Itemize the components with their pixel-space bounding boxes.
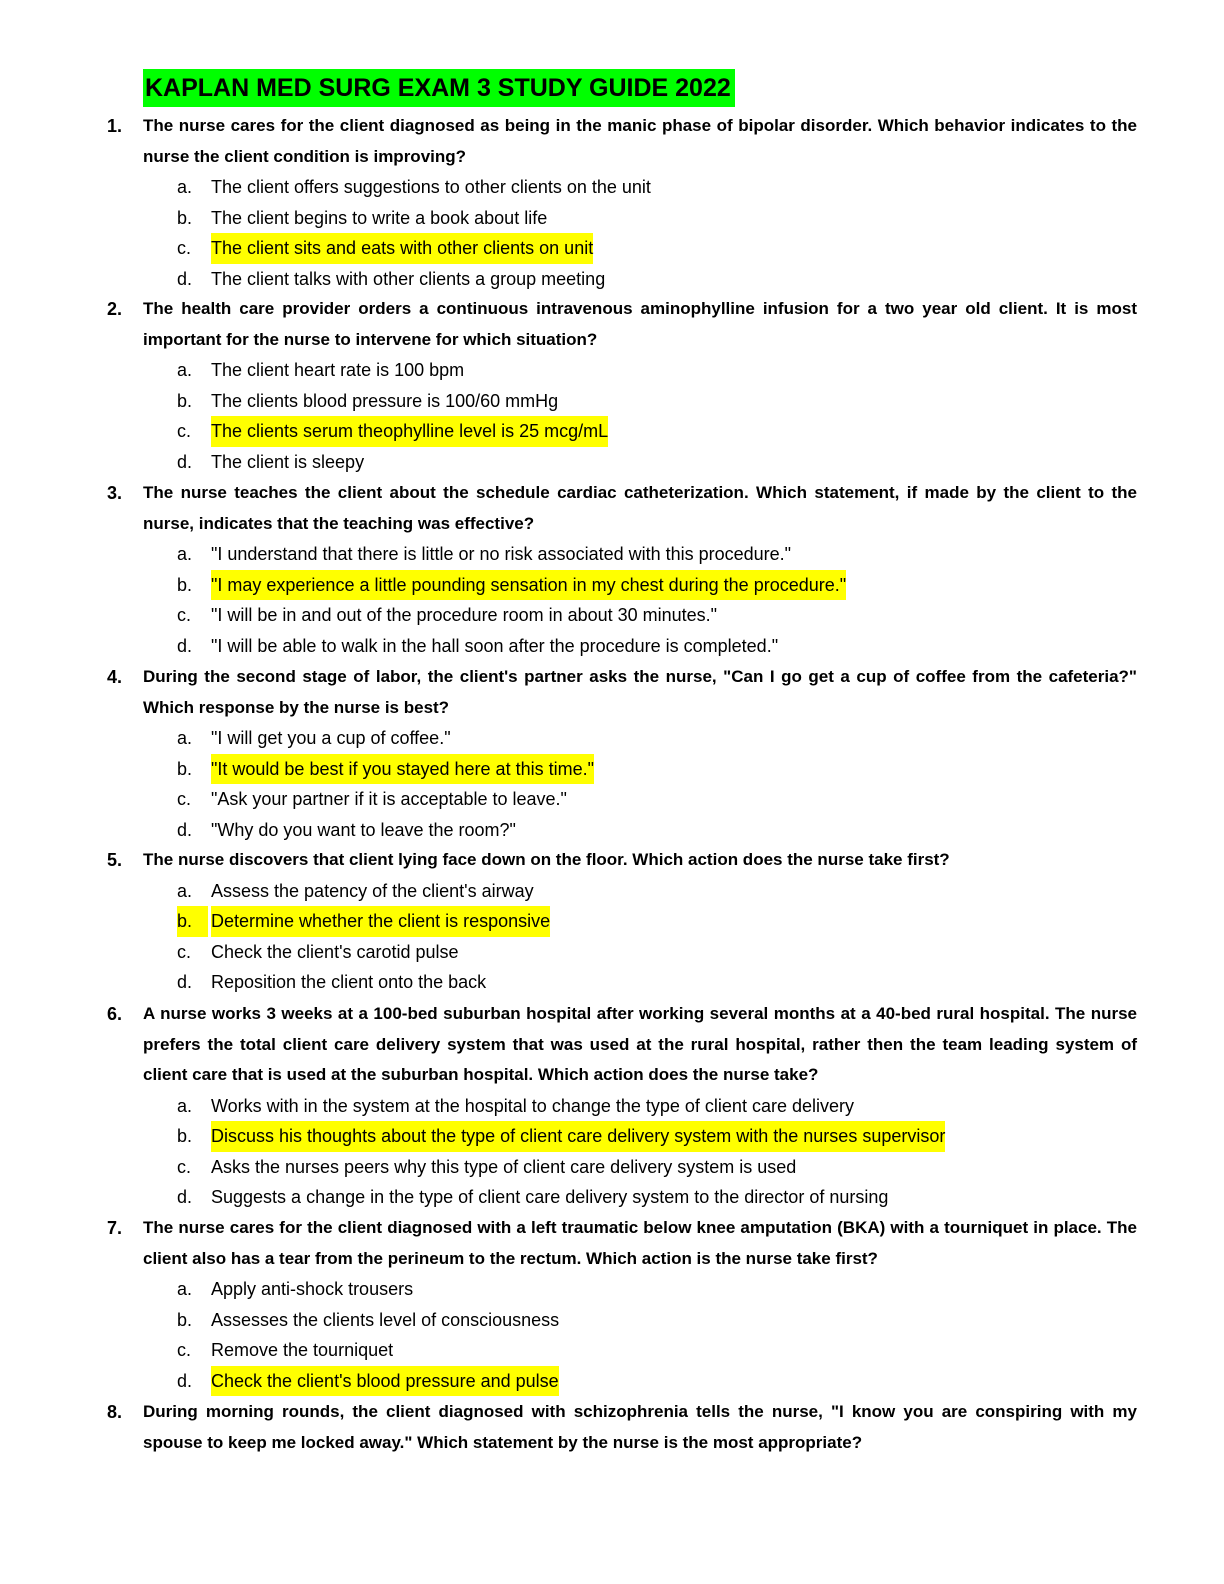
option-text: The client is sleepy: [211, 451, 365, 472]
option-text: "Why do you want to leave the room?": [211, 819, 516, 840]
question-1: [107, 111, 1137, 294]
option-text: "I will be able to walk in the hall soon after the procedure is completed.": [211, 635, 779, 656]
option-d: [107, 631, 1137, 662]
option-letter: c.: [177, 1156, 192, 1177]
option-text-highlighted: The client sits and eats with other clients on unit: [211, 233, 593, 264]
option-b: [107, 386, 1137, 417]
question-text: A nurse works 3 weeks at a 100-bed suburban hospital after working several months at a 40-bed rural hospital. The nurse prefers the total client care delivery system that was used at the rural hospital, rather then the team leading system of client care that is used at the suburban hospital. Which action does the nurse take?: [143, 1004, 1137, 1084]
option-a: [107, 1091, 1137, 1122]
question-text: The nurse teaches the client about the schedule cardiac catheterization. Which statement, if made by the client to the nurse, indicates that the teaching was effective?: [143, 483, 1137, 533]
option-letter: c.: [177, 941, 192, 962]
option-c: [107, 600, 1137, 631]
option-letter: d.: [177, 1370, 193, 1391]
option-list: [107, 1274, 1137, 1396]
option-text: The client talks with other clients a group meeting: [211, 268, 606, 289]
option-text: Assess the patency of the client's airway: [211, 880, 534, 901]
question-number: 1.: [107, 116, 123, 136]
option-c: [107, 937, 1137, 968]
option-letter: a.: [177, 360, 193, 380]
option-text-highlighted: "It would be best if you stayed here at this time.": [211, 754, 594, 785]
option-c: [107, 1335, 1137, 1366]
option-list: [107, 539, 1137, 661]
option-letter: b.: [177, 207, 193, 228]
option-letter: b.: [177, 758, 193, 779]
option-a: [107, 172, 1137, 203]
option-list: [107, 172, 1137, 294]
option-letter: c.: [177, 789, 192, 809]
option-letter: b.: [177, 1309, 193, 1330]
option-letter: c.: [177, 238, 192, 258]
option-text-highlighted: The clients serum theophylline level is 25 mcg/mL: [211, 416, 608, 447]
option-text: "I will be in and out of the procedure room in about 30 minutes.": [211, 605, 718, 625]
question-text: During the second stage of labor, the client's partner asks the nurse, "Can I go get a cup of coffee from the cafeteria?" Which response by the nurse is best?: [143, 667, 1137, 717]
option-a: [107, 876, 1137, 907]
question-3: [107, 478, 1137, 661]
option-text: Assesses the clients level of consciousness: [211, 1309, 560, 1330]
option-text: "Ask your partner if it is acceptable to leave.": [211, 789, 567, 809]
question-text: The health care provider orders a continuous intravenous aminophylline infusion for a two year old client. It is most important for the nurse to intervene for which situation?: [143, 299, 1137, 349]
question-number: 5.: [107, 850, 123, 870]
option-letter: a.: [177, 880, 193, 901]
question-2: [107, 294, 1137, 477]
question-4: [107, 662, 1137, 845]
option-b-correct: [107, 570, 1137, 601]
option-letter: d.: [177, 819, 193, 840]
option-letter: a.: [177, 1279, 193, 1299]
option-letter: a.: [177, 544, 193, 564]
option-b-correct: [107, 754, 1137, 785]
option-c-correct: [107, 233, 1137, 264]
option-list: [107, 1091, 1137, 1213]
option-letter: d.: [177, 972, 193, 992]
option-list: [107, 355, 1137, 477]
option-text: Reposition the client onto the back: [211, 972, 487, 992]
option-list: [107, 876, 1137, 998]
option-c: [107, 1152, 1137, 1183]
option-letter: b.: [177, 1126, 193, 1146]
option-d: [107, 447, 1137, 478]
option-letter: c.: [177, 1340, 192, 1360]
option-b-correct: [107, 1121, 1137, 1152]
option-letter: b.: [177, 390, 193, 411]
question-text: The nurse cares for the client diagnosed as being in the manic phase of bipolar disorder. Which behavior indicates to the nurse the client condition is improving?: [143, 116, 1137, 166]
option-letter: a.: [177, 1095, 193, 1116]
question-number: 2.: [107, 299, 123, 319]
option-b: [107, 203, 1137, 234]
option-b: [107, 1305, 1137, 1336]
option-a: [107, 1274, 1137, 1305]
question-6: [107, 999, 1137, 1213]
option-text: "I understand that there is little or no risk associated with this procedure.": [211, 544, 792, 564]
option-a: [107, 723, 1137, 754]
option-text: The clients blood pressure is 100/60 mmHg: [211, 390, 559, 411]
option-d: [107, 967, 1137, 998]
question-number: 6.: [107, 1004, 123, 1024]
option-letter-highlighted: b.: [177, 906, 208, 937]
option-text: Apply anti-shock trousers: [211, 1279, 414, 1299]
question-number: 7.: [107, 1218, 123, 1238]
option-d: [107, 264, 1137, 295]
option-b-correct: [107, 906, 1137, 937]
option-text: Asks the nurses peers why this type of client care delivery system is used: [211, 1156, 797, 1177]
question-text: The nurse cares for the client diagnosed with a left traumatic below knee amputation (BKA) with a tourniquet in place. The client also has a tear from the perineum to the rectum. Which action is the nurse take first?: [143, 1218, 1137, 1268]
page-title: KAPLAN MED SURG EXAM 3 STUDY GUIDE 2022: [143, 69, 735, 107]
question-8: [107, 1397, 1137, 1458]
option-d: [107, 815, 1137, 846]
option-letter: d.: [177, 451, 193, 472]
option-text: Remove the tourniquet: [211, 1340, 394, 1360]
question-7: [107, 1213, 1137, 1396]
option-c: [107, 784, 1137, 815]
option-text-highlighted: Determine whether the client is responsive: [211, 906, 550, 937]
option-list: [107, 723, 1137, 845]
option-text-highlighted: Discuss his thoughts about the type of client care delivery system with the nurses supervisor: [211, 1121, 945, 1152]
option-d-correct: [107, 1366, 1137, 1397]
option-d: [107, 1182, 1137, 1213]
option-text-highlighted: Check the client's blood pressure and pulse: [211, 1366, 559, 1397]
option-text: Check the client's carotid pulse: [211, 941, 459, 962]
question-number: 8.: [107, 1402, 123, 1422]
option-text: Suggests a change in the type of client care delivery system to the director of nursing: [211, 1187, 889, 1207]
option-letter: d.: [177, 1187, 193, 1207]
question-number: 4.: [107, 667, 123, 687]
option-a: [107, 539, 1137, 570]
question-text: During morning rounds, the client diagnosed with schizophrenia tells the nurse, "I know you are conspiring with my spouse to keep me locked away." Which statement by the nurse is the most appropriate?: [143, 1402, 1137, 1452]
option-text-highlighted: "I may experience a little pounding sensation in my chest during the procedure.": [211, 570, 846, 601]
option-letter: a.: [177, 728, 193, 748]
option-letter: c.: [177, 421, 192, 441]
option-letter: d.: [177, 268, 193, 289]
option-a: [107, 355, 1137, 386]
option-text: The client heart rate is 100 bpm: [211, 360, 465, 380]
option-text: Works with in the system at the hospital to change the type of client care delivery: [211, 1095, 854, 1116]
option-letter: b.: [177, 574, 193, 595]
question-number: 3.: [107, 483, 123, 503]
option-letter: a.: [177, 177, 193, 197]
option-letter: c.: [177, 605, 192, 625]
option-text: The client begins to write a book about life: [211, 207, 548, 228]
option-text: "I will get you a cup of coffee.": [211, 728, 451, 748]
option-text: The client offers suggestions to other clients on the unit: [211, 177, 651, 197]
question-text: The nurse discovers that client lying face down on the floor. Which action does the nurse take first?: [143, 850, 950, 869]
question-5: [107, 845, 1137, 998]
option-letter: d.: [177, 635, 193, 656]
option-c-correct: [107, 416, 1137, 447]
